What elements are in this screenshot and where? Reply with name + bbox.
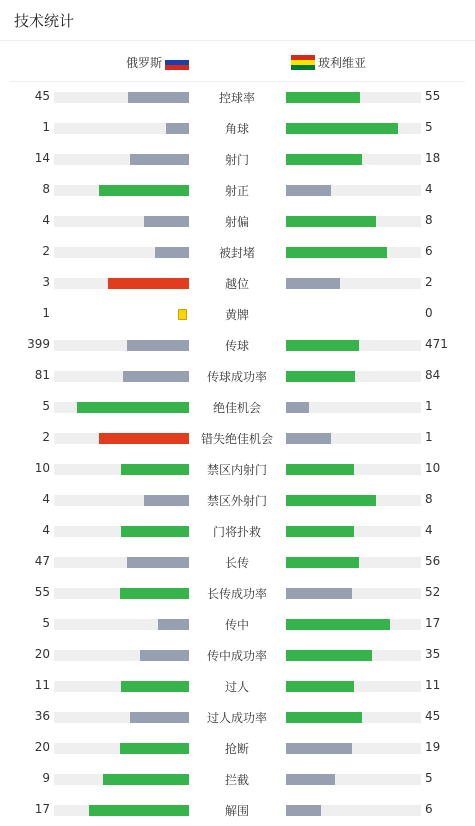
stat-label: 射门 bbox=[224, 153, 249, 167]
away-bar-track bbox=[286, 526, 421, 537]
stat-label: 被封堵 bbox=[218, 246, 255, 260]
home-value: 55 bbox=[34, 585, 50, 599]
home-bar-fill bbox=[128, 92, 189, 103]
away-bar-track bbox=[286, 123, 421, 134]
stat-row bbox=[0, 764, 475, 795]
away-value: 5 bbox=[425, 771, 433, 785]
stat-row bbox=[0, 206, 475, 237]
home-bar-fill bbox=[120, 743, 189, 754]
home-bar-track bbox=[54, 464, 189, 475]
home-bar-fill bbox=[140, 650, 189, 661]
away-bar-fill bbox=[286, 805, 321, 816]
stat-row bbox=[0, 82, 475, 113]
stat-label: 传球 bbox=[224, 339, 249, 353]
home-bar-fill bbox=[77, 402, 189, 413]
home-bar-fill bbox=[144, 495, 189, 506]
home-bar-track bbox=[54, 526, 189, 537]
home-bar-fill bbox=[121, 681, 189, 692]
stats-list bbox=[0, 82, 475, 826]
stat-row bbox=[0, 144, 475, 175]
away-bar-track bbox=[286, 154, 421, 165]
home-value: 81 bbox=[34, 368, 50, 382]
home-bar-fill bbox=[89, 805, 189, 816]
stat-label: 长传成功率 bbox=[206, 587, 267, 601]
stat-label: 黄牌 bbox=[224, 308, 249, 322]
away-bar-track bbox=[286, 588, 421, 599]
stat-row bbox=[0, 113, 475, 144]
home-bar-fill bbox=[99, 433, 189, 444]
away-value: 2 bbox=[425, 275, 433, 289]
home-bar-fill bbox=[155, 247, 189, 258]
stat-label: 长传 bbox=[224, 556, 249, 570]
away-bar-track bbox=[286, 433, 421, 444]
away-bar-track bbox=[286, 495, 421, 506]
home-bar-fill bbox=[130, 712, 189, 723]
stat-label: 传中 bbox=[224, 618, 249, 632]
away-bar-fill bbox=[286, 185, 331, 196]
away-value: 56 bbox=[425, 554, 441, 568]
home-bar-fill bbox=[123, 371, 189, 382]
stat-row bbox=[0, 392, 475, 423]
home-value: 45 bbox=[34, 89, 50, 103]
stat-label: 禁区内射门 bbox=[206, 463, 267, 477]
away-bar-track bbox=[286, 557, 421, 568]
home-bar-track bbox=[54, 123, 189, 134]
away-bar-track bbox=[286, 247, 421, 258]
bolivia-flag-icon bbox=[291, 55, 315, 70]
home-bar-track bbox=[54, 774, 189, 785]
home-value: 8 bbox=[42, 182, 50, 196]
away-value: 18 bbox=[425, 151, 441, 165]
away-bar-track bbox=[286, 185, 421, 196]
away-value: 45 bbox=[425, 709, 441, 723]
away-bar-fill bbox=[286, 247, 387, 258]
away-bar-track bbox=[286, 216, 421, 227]
stat-row bbox=[0, 733, 475, 764]
stat-row bbox=[0, 175, 475, 206]
stat-row bbox=[0, 578, 475, 609]
stat-row bbox=[0, 671, 475, 702]
away-bar-fill bbox=[286, 92, 360, 103]
away-value: 8 bbox=[425, 492, 433, 506]
away-value: 8 bbox=[425, 213, 433, 227]
stat-label: 错失绝佳机会 bbox=[200, 432, 273, 446]
away-bar-track bbox=[286, 278, 421, 289]
home-bar-track bbox=[54, 588, 189, 599]
away-bar-fill bbox=[286, 619, 390, 630]
home-bar-track bbox=[54, 185, 189, 196]
home-bar-track bbox=[54, 340, 189, 351]
home-bar-track bbox=[54, 433, 189, 444]
away-value: 10 bbox=[425, 461, 441, 475]
away-value: 1 bbox=[425, 430, 433, 444]
stat-row bbox=[0, 268, 475, 299]
home-bar-fill bbox=[108, 278, 189, 289]
away-bar-fill bbox=[286, 650, 372, 661]
section-title: 技术统计 bbox=[14, 12, 75, 30]
away-bar-fill bbox=[286, 774, 335, 785]
away-team-name: 玻利维亚 bbox=[318, 55, 367, 70]
away-value: 17 bbox=[425, 616, 441, 630]
stat-label: 传中成功率 bbox=[206, 649, 267, 663]
away-bar-fill bbox=[286, 123, 398, 134]
home-bar-fill bbox=[127, 340, 189, 351]
home-bar-track bbox=[54, 216, 189, 227]
flag-stripe bbox=[291, 65, 315, 70]
home-bar-track bbox=[54, 154, 189, 165]
home-bar-fill bbox=[120, 588, 189, 599]
stat-label: 射偏 bbox=[224, 215, 249, 229]
home-value: 4 bbox=[42, 213, 50, 227]
home-bar-track bbox=[54, 557, 189, 568]
home-team-name: 俄罗斯 bbox=[126, 55, 163, 70]
home-value: 9 bbox=[42, 771, 50, 785]
away-team-header bbox=[291, 53, 366, 71]
stat-label: 抢断 bbox=[224, 742, 249, 756]
away-bar-fill bbox=[286, 340, 359, 351]
away-value: 4 bbox=[425, 182, 433, 196]
title-divider bbox=[0, 40, 475, 41]
stat-label: 拦截 bbox=[224, 773, 249, 787]
stat-row bbox=[0, 330, 475, 361]
away-value: 11 bbox=[425, 678, 441, 692]
home-value: 17 bbox=[34, 802, 50, 816]
away-bar-track bbox=[286, 619, 421, 630]
away-bar-fill bbox=[286, 526, 354, 537]
home-value: 5 bbox=[42, 616, 50, 630]
home-bar-track bbox=[54, 402, 189, 413]
stat-row bbox=[0, 547, 475, 578]
away-bar-fill bbox=[286, 557, 359, 568]
home-value: 36 bbox=[34, 709, 50, 723]
home-bar-fill bbox=[158, 619, 189, 630]
away-value: 55 bbox=[425, 89, 441, 103]
away-bar-track bbox=[286, 712, 421, 723]
flag-stripe bbox=[165, 65, 189, 70]
home-value: 20 bbox=[34, 647, 50, 661]
home-bar-track bbox=[54, 92, 189, 103]
away-value: 52 bbox=[425, 585, 441, 599]
home-value: 47 bbox=[34, 554, 50, 568]
away-bar-track bbox=[286, 650, 421, 661]
stat-label: 传球成功率 bbox=[206, 370, 267, 384]
home-bar-track bbox=[54, 247, 189, 258]
home-bar-track bbox=[54, 681, 189, 692]
home-bar-track bbox=[54, 712, 189, 723]
away-bar-fill bbox=[286, 216, 376, 227]
home-bar-track bbox=[54, 619, 189, 630]
away-bar-track bbox=[286, 681, 421, 692]
away-bar-fill bbox=[286, 743, 352, 754]
home-bar-fill bbox=[121, 526, 189, 537]
stat-label: 禁区外射门 bbox=[206, 494, 267, 508]
away-value: 84 bbox=[425, 368, 441, 382]
home-bar-fill bbox=[121, 464, 189, 475]
away-value: 5 bbox=[425, 120, 433, 134]
home-value: 4 bbox=[42, 492, 50, 506]
away-value: 471 bbox=[425, 337, 448, 351]
stat-row bbox=[0, 702, 475, 733]
stat-label: 解围 bbox=[224, 804, 249, 818]
away-bar-fill bbox=[286, 154, 362, 165]
away-bar-fill bbox=[286, 588, 352, 599]
yellow-card-icon bbox=[178, 309, 187, 320]
stat-row bbox=[0, 640, 475, 671]
stat-row bbox=[0, 237, 475, 268]
away-bar-track bbox=[286, 402, 421, 413]
away-value: 6 bbox=[425, 802, 433, 816]
russia-flag-icon bbox=[165, 55, 189, 70]
stat-row bbox=[0, 361, 475, 392]
stat-label: 门将扑救 bbox=[212, 525, 261, 539]
stat-label: 过人 bbox=[224, 680, 249, 694]
home-value: 11 bbox=[34, 678, 50, 692]
away-bar-fill bbox=[286, 402, 309, 413]
home-bar-fill bbox=[127, 557, 189, 568]
home-bar-track bbox=[54, 278, 189, 289]
away-value: 0 bbox=[425, 306, 433, 320]
away-bar-fill bbox=[286, 464, 354, 475]
away-bar-fill bbox=[286, 495, 376, 506]
home-value: 20 bbox=[34, 740, 50, 754]
stat-row bbox=[0, 299, 475, 330]
away-value: 19 bbox=[425, 740, 441, 754]
stat-row bbox=[0, 516, 475, 547]
home-value: 1 bbox=[42, 120, 50, 134]
home-bar-track bbox=[54, 495, 189, 506]
home-value: 2 bbox=[42, 430, 50, 444]
away-bar-track bbox=[286, 743, 421, 754]
home-value: 5 bbox=[42, 399, 50, 413]
home-bar-fill bbox=[144, 216, 189, 227]
away-value: 4 bbox=[425, 523, 433, 537]
home-value: 14 bbox=[34, 151, 50, 165]
away-bar-fill bbox=[286, 433, 331, 444]
away-bar-track bbox=[286, 464, 421, 475]
away-bar-fill bbox=[286, 681, 354, 692]
away-value: 6 bbox=[425, 244, 433, 258]
stat-row bbox=[0, 795, 475, 826]
away-bar-fill bbox=[286, 712, 362, 723]
away-bar-track bbox=[286, 371, 421, 382]
home-bar-fill bbox=[130, 154, 189, 165]
stat-label: 控球率 bbox=[218, 91, 255, 105]
home-team-header bbox=[126, 53, 189, 71]
stat-label: 绝佳机会 bbox=[212, 401, 261, 415]
away-bar-track bbox=[286, 92, 421, 103]
home-value: 2 bbox=[42, 244, 50, 258]
away-value: 1 bbox=[425, 399, 433, 413]
stat-label: 角球 bbox=[224, 122, 249, 136]
home-bar-fill bbox=[103, 774, 189, 785]
away-bar-fill bbox=[286, 278, 340, 289]
away-bar-track bbox=[286, 805, 421, 816]
home-bar-track bbox=[54, 371, 189, 382]
stat-row bbox=[0, 609, 475, 640]
away-bar-track bbox=[286, 774, 421, 785]
stat-row bbox=[0, 485, 475, 516]
stat-label: 过人成功率 bbox=[206, 711, 267, 725]
home-value: 1 bbox=[42, 306, 50, 320]
home-value: 3 bbox=[42, 275, 50, 289]
away-value: 35 bbox=[425, 647, 441, 661]
stat-row bbox=[0, 454, 475, 485]
stat-row bbox=[0, 423, 475, 454]
home-bar-track bbox=[54, 650, 189, 661]
away-bar-track bbox=[286, 340, 421, 351]
away-bar-fill bbox=[286, 371, 355, 382]
stat-label: 越位 bbox=[224, 277, 249, 291]
home-value: 399 bbox=[27, 337, 50, 351]
home-value: 10 bbox=[34, 461, 50, 475]
stat-label: 射正 bbox=[224, 184, 249, 198]
home-bar-track bbox=[54, 743, 189, 754]
home-bar-fill bbox=[99, 185, 189, 196]
home-value: 4 bbox=[42, 523, 50, 537]
home-bar-track bbox=[54, 805, 189, 816]
home-bar-fill bbox=[166, 123, 189, 134]
